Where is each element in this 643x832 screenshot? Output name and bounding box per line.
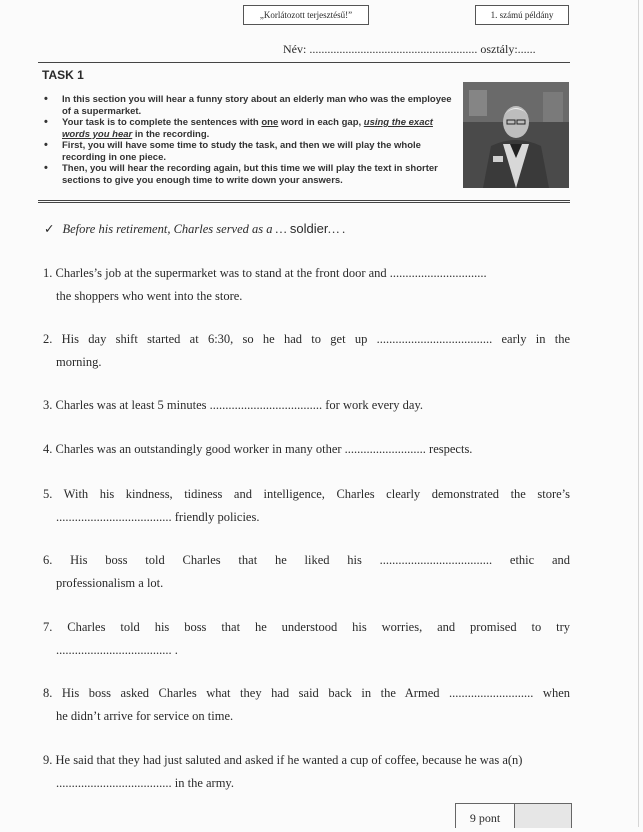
question-7[interactable]: 7. Charles told his boss that he understood his worries, and promised to try ..................................... .: [43, 620, 570, 657]
copy-number-label: 1. számú példány: [475, 5, 569, 25]
instruction-item: • First, you will have some time to study the task, and then we will play the whole recording in one piece.: [40, 140, 458, 163]
example-answer: soldier: [289, 221, 329, 236]
question-6[interactable]: 6. His boss told Charles that he liked his .................................... ethic and professionalism a lot.: [43, 553, 570, 590]
score-field[interactable]: [515, 804, 571, 828]
question-5[interactable]: 5. With his kindness, tidiness and intelligence, Charles clearly demonstrated the store’s ..................................... friendly policies.: [43, 487, 570, 524]
task-title: TASK 1: [42, 68, 84, 82]
question-3[interactable]: 3. Charles was at least 5 minutes .................................... for work every day.: [43, 398, 424, 412]
question-2[interactable]: 2. His day shift started at 6:30, so he had to get up ..................................... early in the morning.: [43, 332, 570, 369]
elderly-man-photo: [463, 82, 569, 188]
question-9[interactable]: 9. He said that they had just saluted and asked if he wanted a cup of coffee, because he was a(n) ..................................... in the army.: [43, 753, 523, 790]
score-box: [455, 803, 572, 828]
example-sentence: ✓ Before his retirement, Charles served as a … soldier… .: [44, 221, 346, 236]
name-class-field[interactable]: Név: ........................................................ osztály:......: [283, 42, 536, 56]
checkmark-icon: ✓: [44, 222, 55, 236]
instruction-item: • Then, you will hear the recording again, but this time we will play the text in shorter sections to give you enough time to write down your answers.: [40, 163, 458, 186]
question-1[interactable]: 1. Charles’s job at the supermarket was to stand at the front door and ............................... the shoppers who went into the store.: [43, 266, 487, 303]
divider: [38, 62, 570, 63]
question-4[interactable]: 4. Charles was an outstandingly good worker in many other .......................... respects.: [43, 442, 473, 456]
divider: [38, 202, 570, 203]
restricted-label: „Korlátozott terjesztésű!”: [243, 5, 369, 25]
instruction-item: • In this section you will hear a funny story about an elderly man who was the employee of a supermarket.: [40, 94, 458, 117]
question-8[interactable]: 8. His boss asked Charles what they had said back in the Armed ........................... when he didn’t arrive for service on time.: [43, 686, 570, 723]
score-label: 9 pont: [456, 804, 515, 828]
scan-edge: [638, 0, 639, 827]
instruction-item: • Your task is to complete the sentences with one word in each gap, using the exact words you hear in the recording.: [40, 117, 458, 140]
instruction-list: [40, 94, 458, 186]
divider: [38, 200, 570, 201]
